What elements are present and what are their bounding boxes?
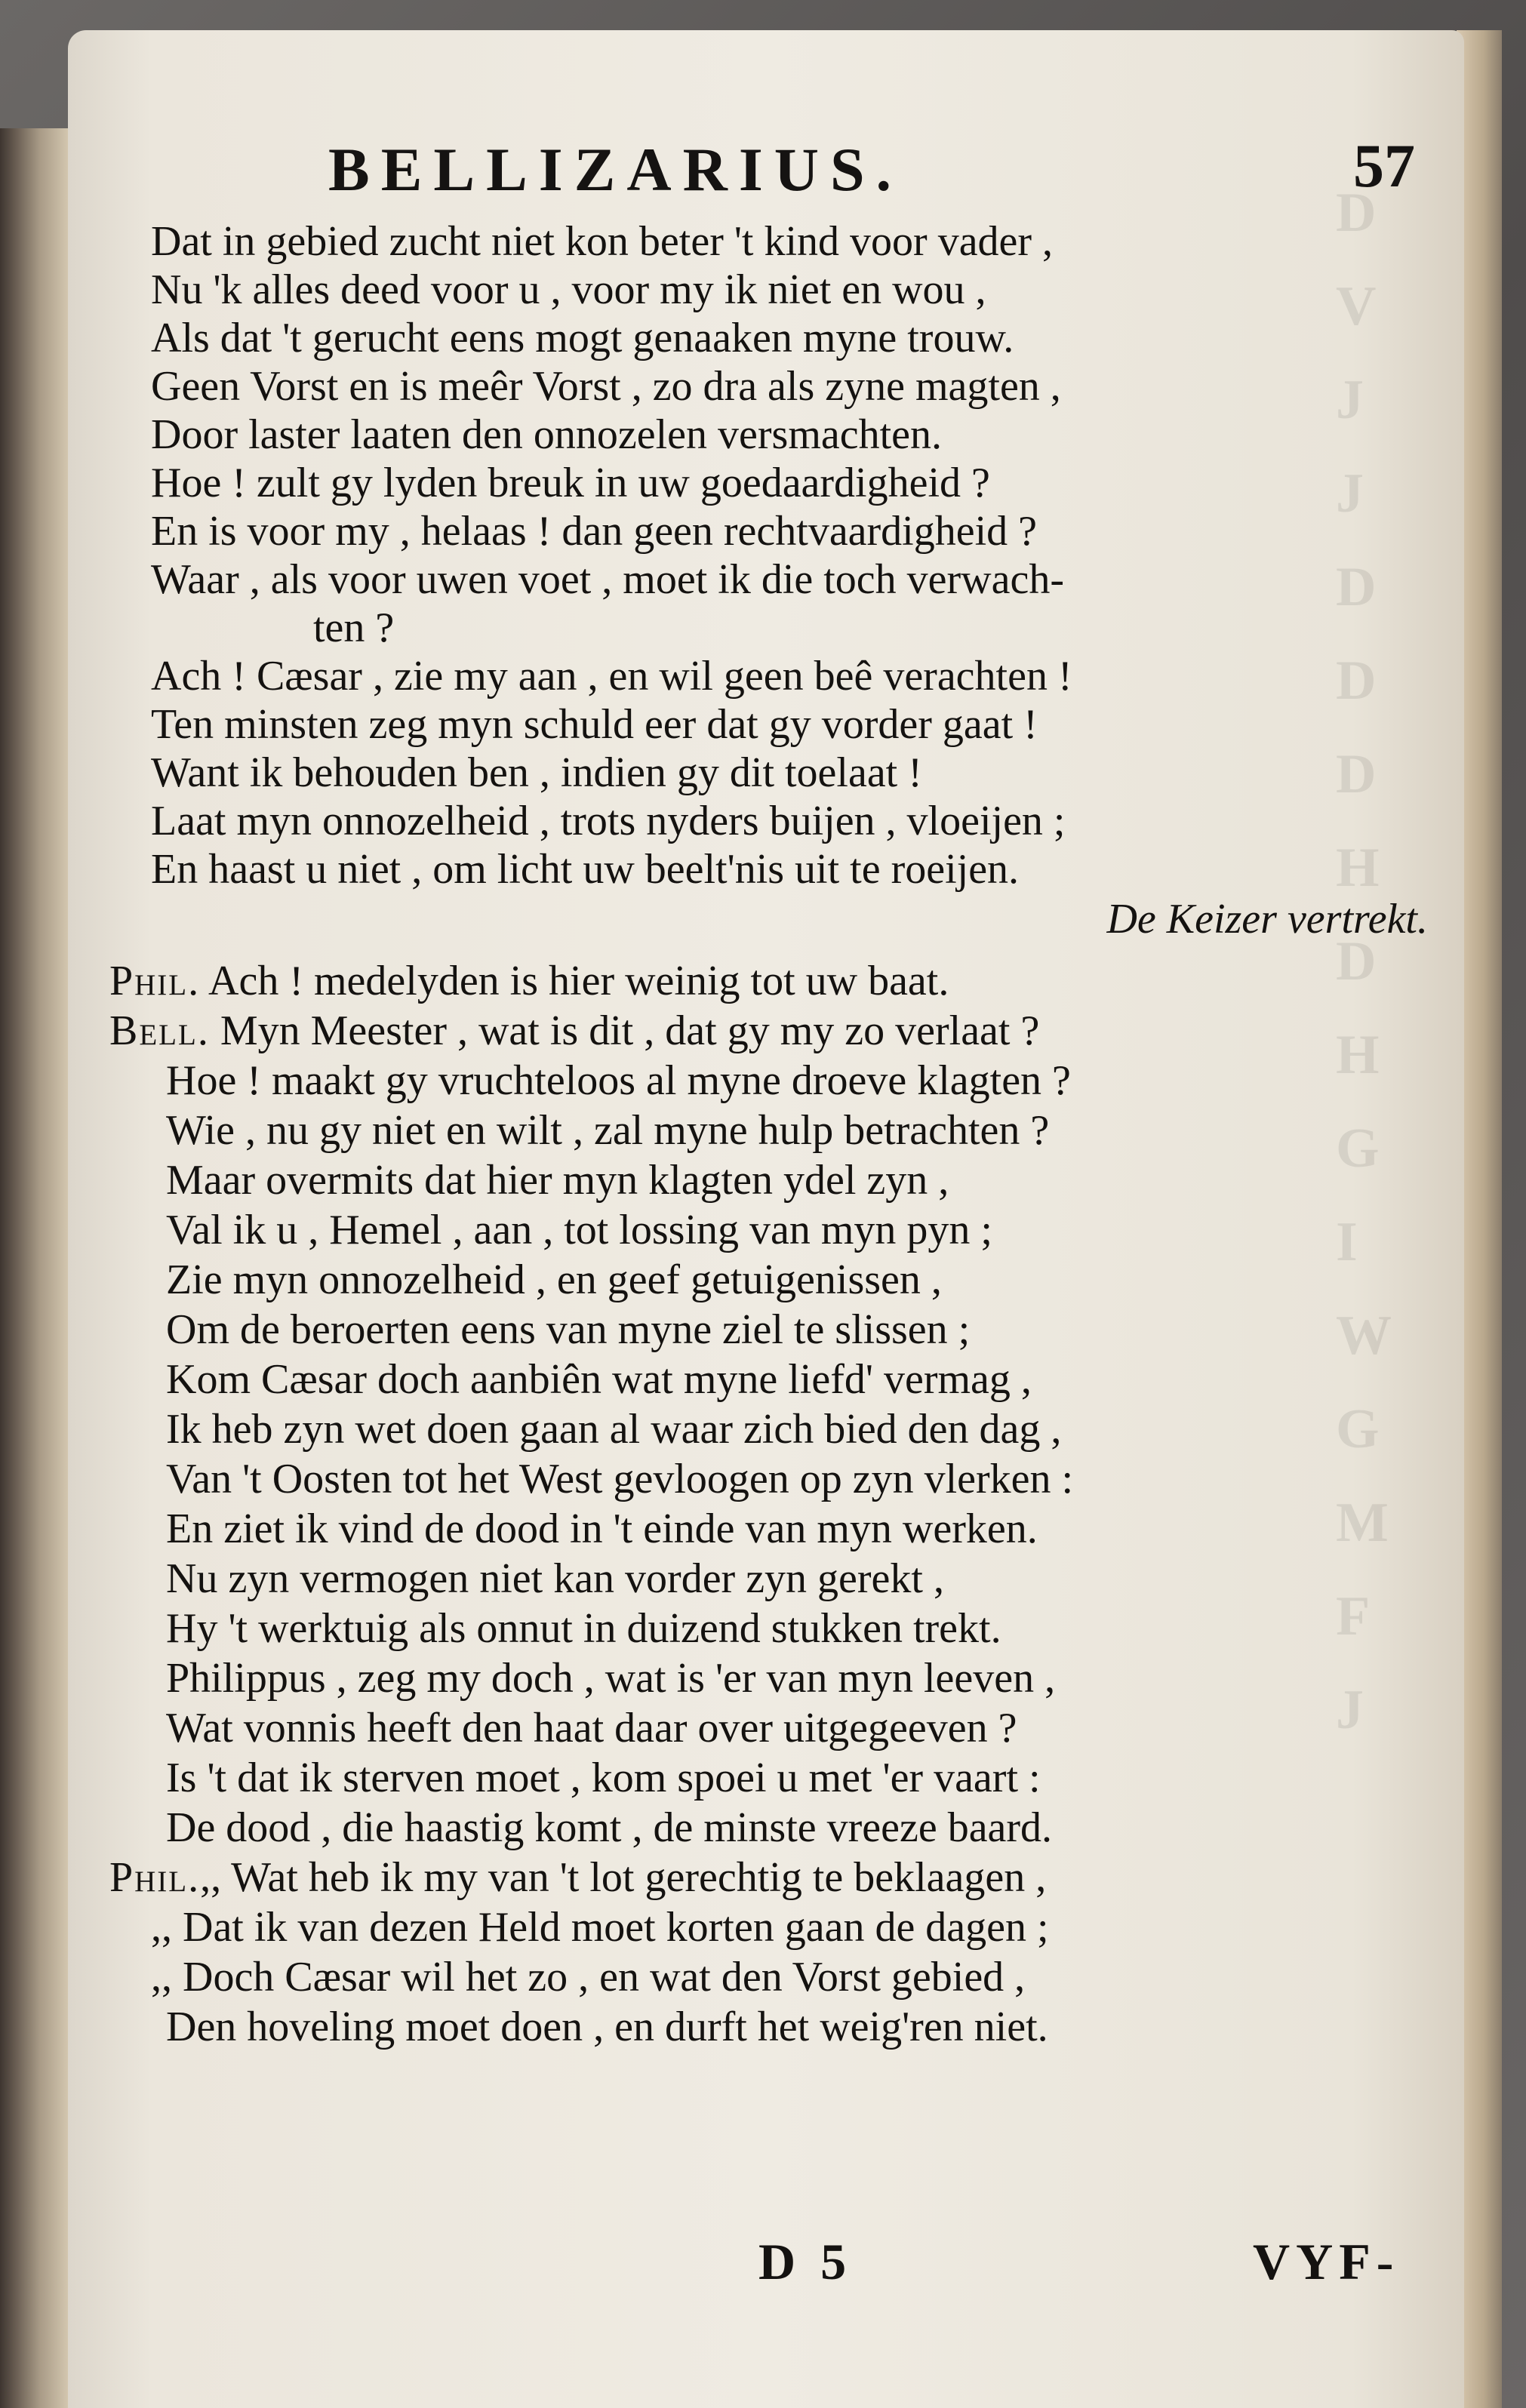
- verse-line: Maar overmits dat hier myn klagten ydel zyn ,: [166, 1157, 949, 1204]
- verse-line: Om de beroerten eens van myne ziel te slissen ;: [166, 1306, 971, 1353]
- verse-line: [109, 1853, 1046, 1902]
- stage-direction: De Keizer vertrekt.: [1106, 896, 1428, 943]
- verse-line: En ziet ik vind de dood in 't einde van myn werken.: [166, 1505, 1038, 1552]
- verse-line: Nu 'k alles deed voor u , voor my ik niet en wou ,: [151, 266, 986, 313]
- show-through-text: D V J J D D D H D H G I W G M F J: [1336, 182, 1392, 1741]
- running-head: BELLIZARIUS.: [328, 135, 903, 204]
- page-header: [328, 131, 1415, 225]
- verse-line: Dat in gebied zucht niet kon beter 't kind voor vader ,: [151, 218, 1054, 265]
- speaker-name: Phil.: [109, 1854, 201, 1901]
- verse-text-span: ,, Wat heb ik my van 't lot gerechtig te beklaagen ,: [200, 1854, 1047, 1901]
- verse-line: [109, 1007, 1039, 1055]
- book-page: [68, 30, 1464, 2408]
- verse-line: Geen Vorst en is meêr Vorst , zo dra als zyne magten ,: [151, 363, 1061, 410]
- verse-line: En is voor my , helaas ! dan geen rechtvaardigheid ?: [151, 508, 1038, 555]
- verse-line: Als dat 't gerucht eens mogt genaaken myne trouw.: [151, 315, 1014, 361]
- page-footer: [68, 2232, 1464, 2300]
- left-page-edge: [0, 128, 72, 2408]
- verse-text-span: Myn Meester , wat is dit , dat gy my zo verlaat ?: [220, 1007, 1040, 1054]
- verse-line: Wat vonnis heeft den haat daar over uitgegeeven ?: [166, 1705, 1017, 1751]
- verse-line: Ik heb zyn wet doen gaan al waar zich bied den dag ,: [166, 1406, 1062, 1453]
- verse-line: Wie , nu gy niet en wilt , zal myne hulp betrachten ?: [166, 1107, 1050, 1154]
- verse-line: Waar , als voor uwen voet , moet ik die toch verwach-: [151, 556, 1064, 603]
- verse-line: Want ik behouden ben , indien gy dit toelaat !: [151, 749, 922, 796]
- verse-line: Van 't Oosten tot het West gevloogen op zyn vlerken :: [166, 1456, 1074, 1502]
- verse-line: Zie myn onnozelheid , en geef getuigenissen ,: [166, 1256, 942, 1303]
- verse-line: En haast u niet , om licht uw beelt'nis uit te roeijen.: [151, 846, 1020, 893]
- verse-line: Philippus , zeg my doch , wat is 'er van myn leeven ,: [166, 1655, 1056, 1702]
- verse-line: Is 't dat ik sterven moet , kom spoei u met 'er vaart :: [166, 1754, 1041, 1801]
- verse-line: Door laster laaten den onnozelen versmachten.: [151, 411, 943, 458]
- verse-line: Hy 't werktuig als onnut in duizend stukken trekt.: [166, 1605, 1001, 1652]
- verse-line: Kom Cæsar doch aanbiên wat myne liefd' vermag ,: [166, 1356, 1032, 1403]
- verse-line: Nu zyn vermogen niet kan vorder zyn gerekt ,: [166, 1555, 944, 1602]
- verse-line: De dood , die haastig komt , de minste vreeze baard.: [166, 1804, 1053, 1851]
- speaker-name: Bell.: [109, 1007, 210, 1054]
- verse-line: Laat myn onnozelheid , trots nyders buijen , vloeijen ;: [151, 798, 1066, 844]
- page-number: 57: [1353, 131, 1415, 200]
- verse-text-span: Ach ! medelyden is hier weinig tot uw baat.: [208, 958, 949, 1004]
- verse-line: Val ik u , Hemel , aan , tot lossing van myn pyn ;: [166, 1207, 992, 1253]
- verse-line: Hoe ! maakt gy vruchteloos al myne droeve klagten ?: [166, 1057, 1071, 1104]
- verse-line: ,, Doch Cæsar wil het zo , en wat den Vorst gebied ,: [151, 1954, 1026, 2001]
- catchword: VYF-: [1253, 2233, 1400, 2290]
- verse-line: Den hoveling moet doen , en durft het weig'ren niet.: [166, 2004, 1048, 2050]
- verse-line: [109, 957, 949, 1005]
- verse-line: ,, Dat ik van dezen Held moet korten gaan de dagen ;: [151, 1904, 1049, 1951]
- verse-line: Hoe ! zult gy lyden breuk in uw goedaardigheid ?: [151, 460, 990, 506]
- verse-line: Ach ! Cæsar , zie my aan , en wil geen beê verachten !: [151, 653, 1072, 700]
- signature-mark: D 5: [758, 2233, 853, 2290]
- verse-line: ten ?: [313, 604, 395, 651]
- speaker-name: Phil.: [109, 958, 201, 1004]
- verse-line: Ten minsten zeg myn schuld eer dat gy vorder gaat !: [151, 701, 1038, 748]
